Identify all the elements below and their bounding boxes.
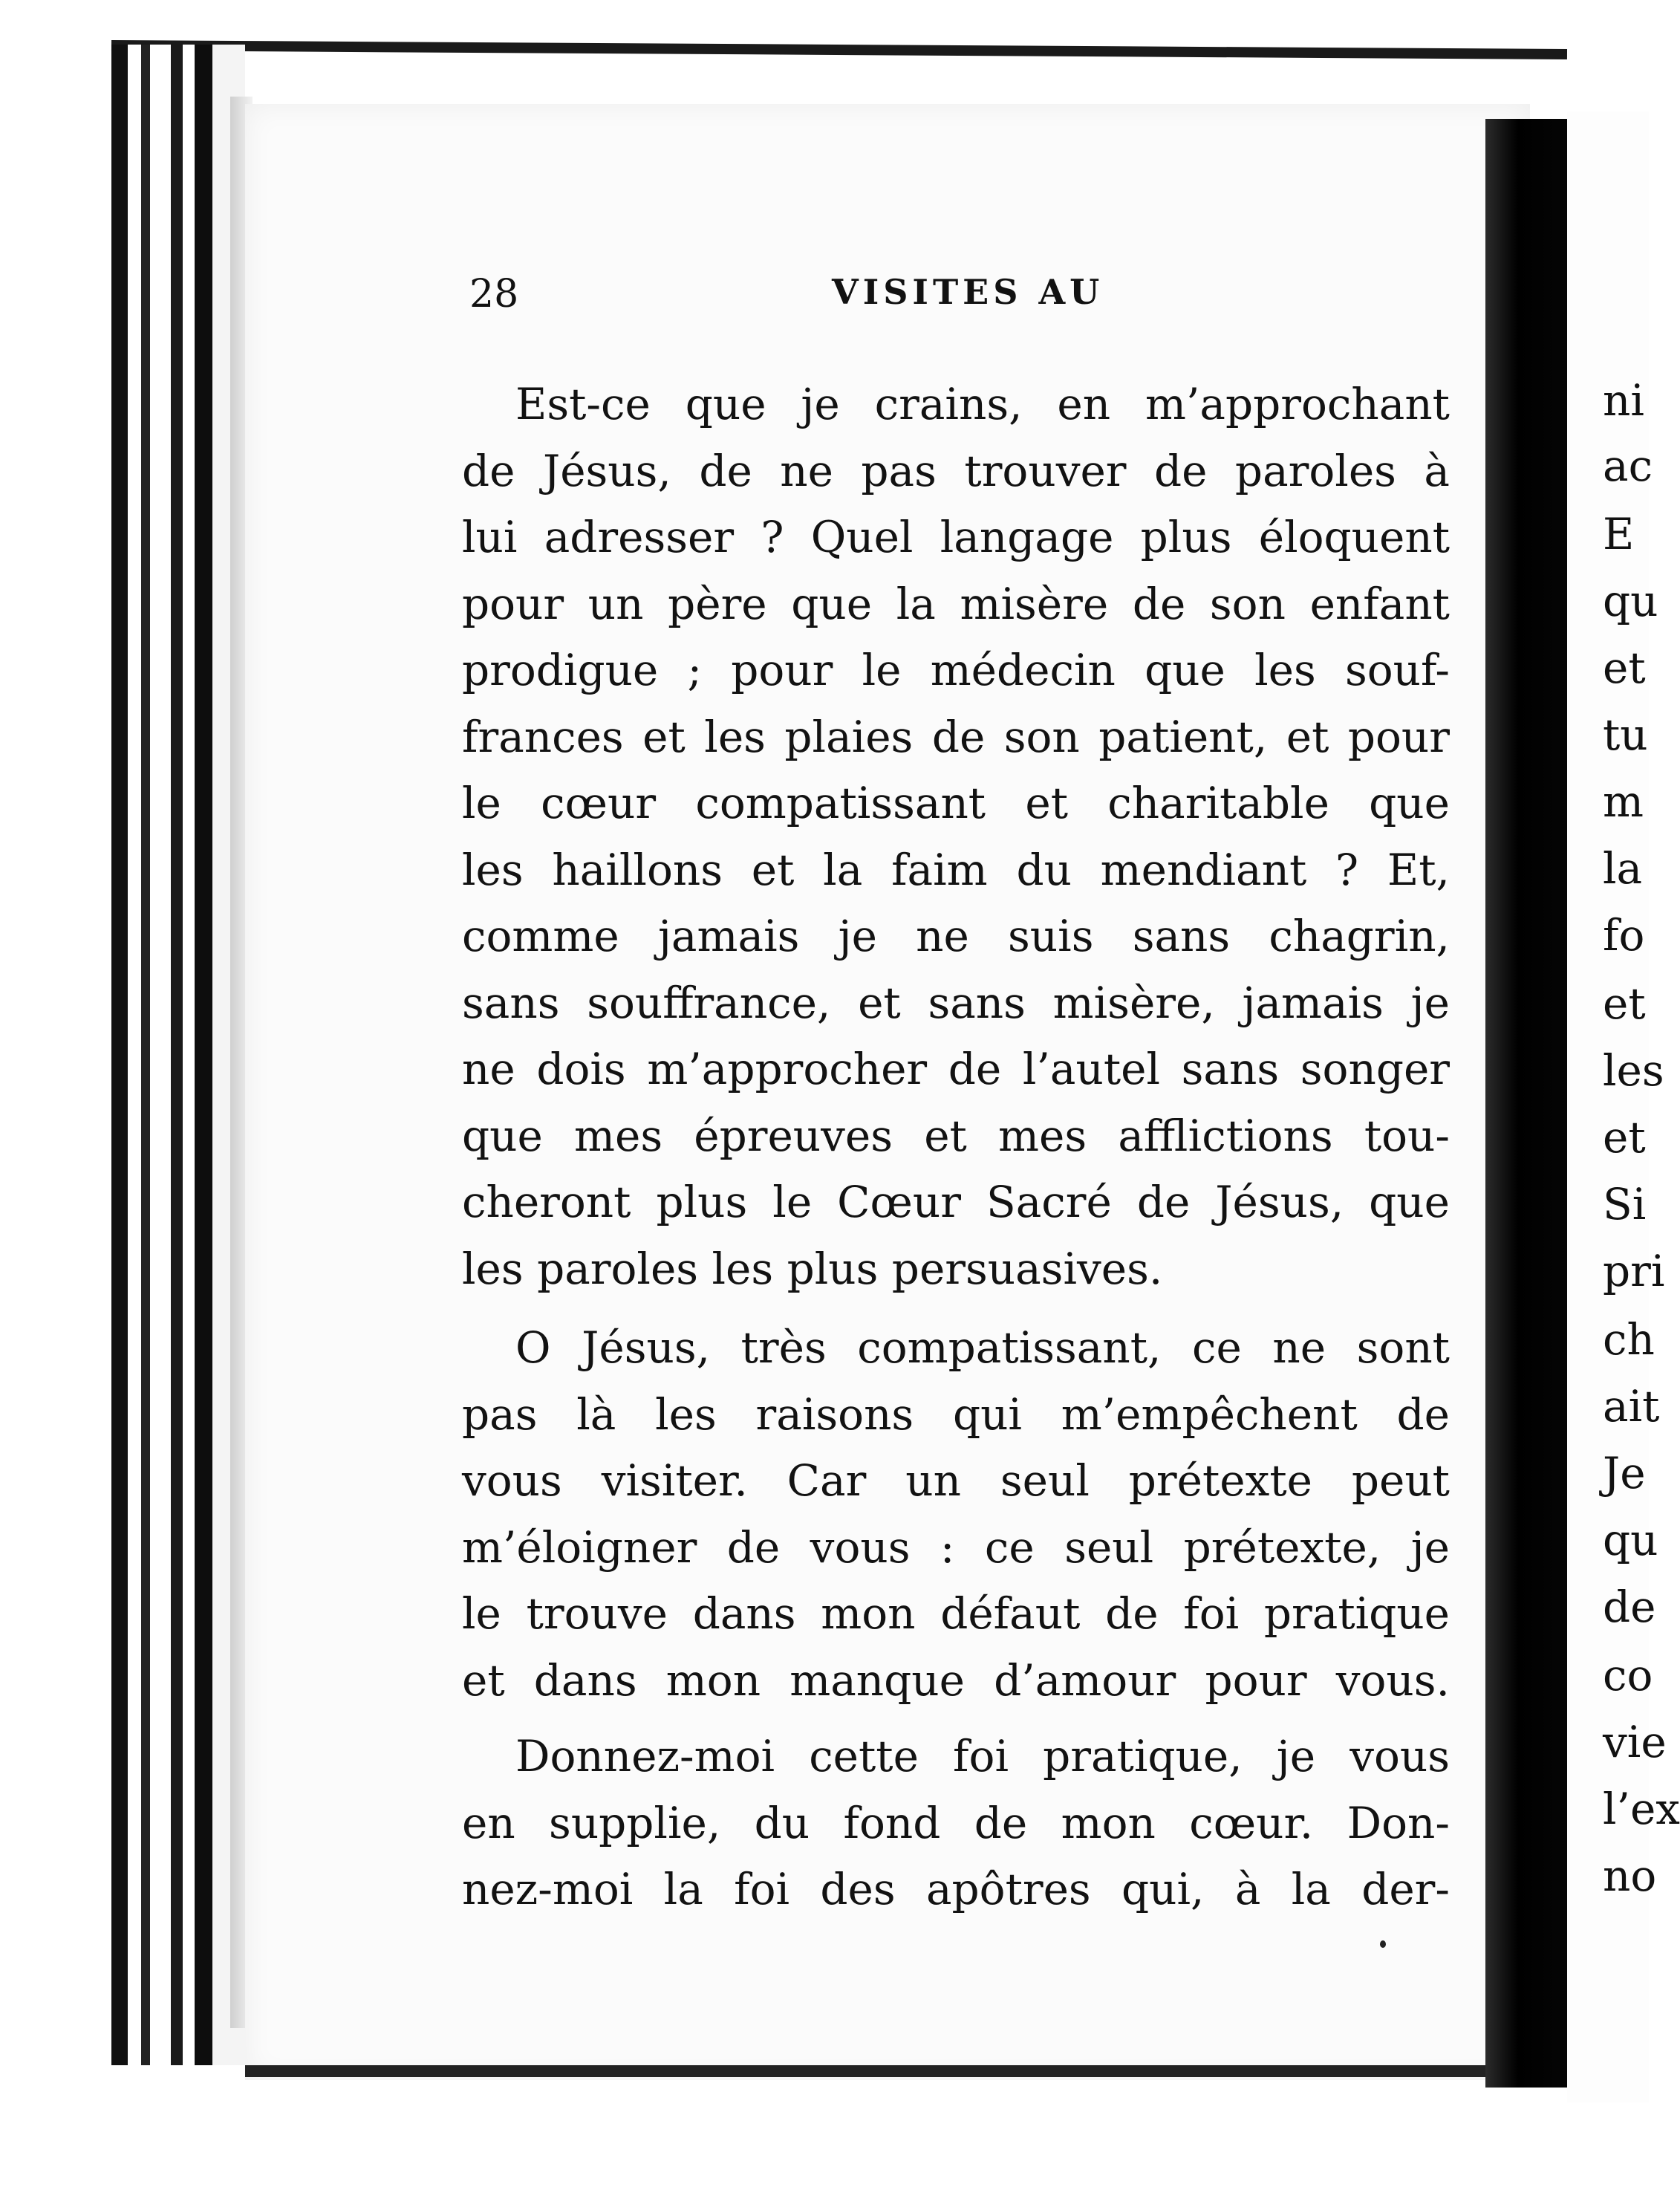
text-line: cheront plus le Cœur Sacré de Jésus, que — [462, 1177, 1450, 1227]
page-number: 28 — [469, 272, 519, 316]
text-line: Donnez-moi cette foi pratique, je vous — [515, 1731, 1450, 1781]
next-page-fragment: la — [1603, 843, 1643, 894]
next-page-fragment: Je — [1603, 1448, 1646, 1498]
text-line: les haillons et la faim du mendiant ? Et, — [462, 844, 1450, 895]
paragraph-3 — [462, 1723, 1450, 1923]
text-line: le cœur compatissant et charitable que — [462, 778, 1450, 828]
text-line: que mes épreuves et mes afflictions tou- — [462, 1110, 1450, 1161]
text-line: le trouve dans mon défaut de foi pratique — [462, 1588, 1450, 1639]
text-line: O Jésus, très compatissant, ce ne sont — [515, 1322, 1450, 1373]
text-line: et dans mon manque d’amour pour vous. — [462, 1654, 1450, 1706]
next-page-fragment: l’ex — [1603, 1784, 1680, 1834]
text-line: de Jésus, de ne pas trouver de paroles à — [462, 445, 1450, 496]
next-page-fragment: vie — [1603, 1717, 1667, 1767]
next-page-fragment: et — [1603, 1112, 1646, 1163]
next-page-fragment: les — [1603, 1045, 1664, 1096]
next-page-fragment: Si — [1603, 1179, 1647, 1229]
ink-speck — [1380, 1940, 1386, 1948]
next-page-fragment: ait — [1603, 1381, 1660, 1432]
next-page-fragment: no — [1603, 1851, 1657, 1901]
paragraph-2 — [462, 1315, 1450, 1714]
text-line: prodigue ; pour le médecin que les souf- — [462, 645, 1450, 695]
next-page-fragment: ni — [1603, 375, 1644, 426]
next-page-fragment: co — [1603, 1650, 1653, 1700]
text-line: m’éloigner de vous : ce seul prétexte, je — [462, 1521, 1450, 1573]
next-page-fragment: pri — [1603, 1246, 1665, 1296]
next-page-fragment: et — [1603, 643, 1646, 693]
text-line: vous visiter. Car un seul prétexte peut — [462, 1455, 1450, 1506]
next-page-fragment: de — [1603, 1582, 1656, 1632]
next-page-fragment: tu — [1603, 709, 1648, 760]
book-gutter — [1485, 119, 1567, 2088]
text-line: nez-moi la foi des apôtres qui, à la der- — [462, 1864, 1450, 1914]
book-spine-edge — [111, 45, 245, 2065]
text-line: lui adresser ? Quel langage plus éloquent — [462, 512, 1450, 562]
next-page-fragment: E — [1603, 509, 1635, 559]
paragraph-1 — [462, 371, 1450, 1302]
text-line: pour un père que la misère de son enfant — [462, 578, 1450, 629]
next-page-fragment: m — [1603, 776, 1644, 827]
next-page-fragment: fo — [1603, 910, 1645, 961]
next-page-fragment: qu — [1603, 576, 1658, 626]
next-page-fragment: et — [1603, 978, 1646, 1029]
text-line: sans souffrance, et sans misère, jamais je — [462, 977, 1450, 1028]
next-page-fragment: ac — [1603, 441, 1653, 491]
next-page-fragment: qu — [1603, 1515, 1658, 1565]
text-line: ne dois m’approcher de l’autel sans songer — [462, 1044, 1450, 1094]
text-line: frances et les plaies de son patient, et pour — [462, 711, 1450, 762]
page-bottom-edge — [245, 2065, 1567, 2077]
scan-top-edge — [111, 40, 1567, 59]
text-line: comme jamais je ne suis sans chagrin, — [462, 911, 1450, 961]
text-line: pas là les raisons qui m’empêchent de — [462, 1388, 1450, 1440]
running-title: VISITES AU — [832, 272, 1104, 312]
text-line: Est-ce que je crains, en m’approchant — [515, 379, 1450, 429]
next-page-fragment: ch — [1603, 1314, 1655, 1365]
text-line: en supplie, du fond de mon cœur. Don- — [462, 1797, 1450, 1848]
next-page-edge — [1567, 111, 1680, 2102]
text-line: les paroles les plus persuasives. — [462, 1243, 1163, 1294]
